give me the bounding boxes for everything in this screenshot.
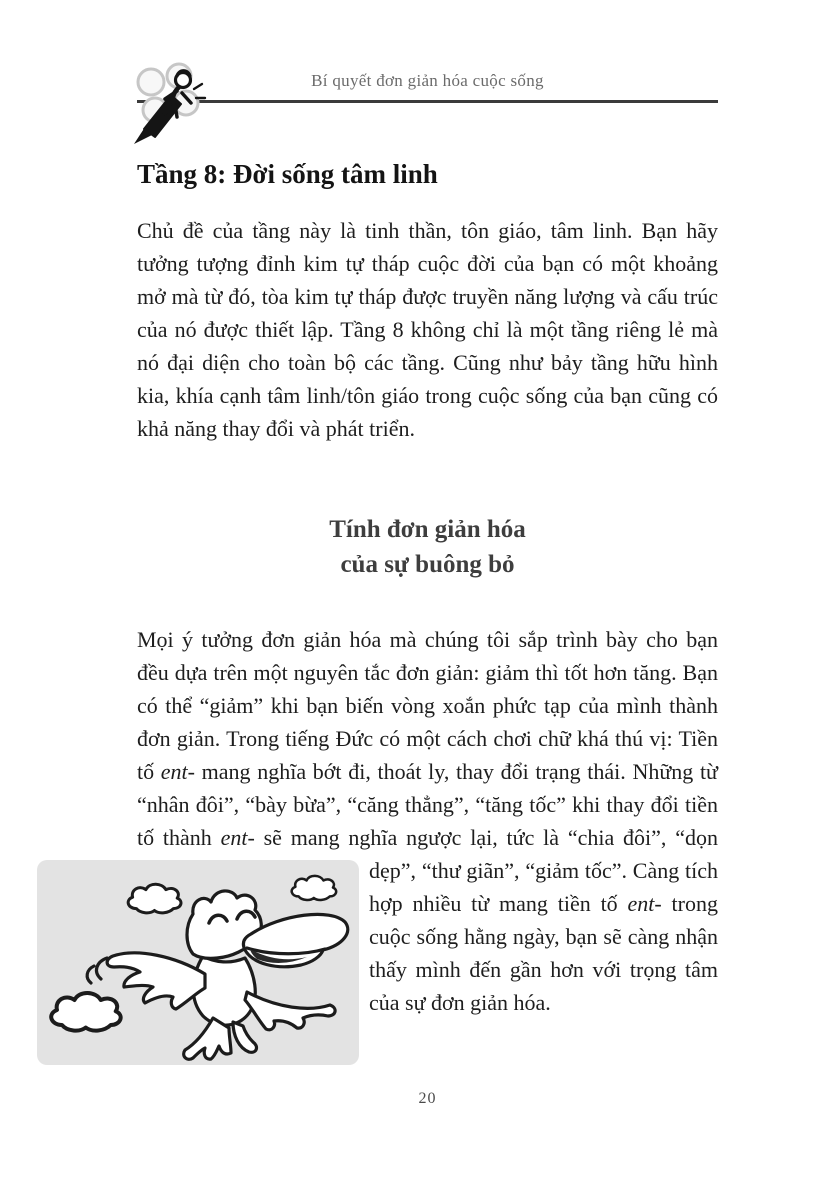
header-rule bbox=[137, 100, 718, 103]
flying-writer-icon bbox=[126, 56, 208, 150]
paragraph-2 bbox=[137, 623, 718, 1067]
cloud-icon bbox=[292, 876, 336, 900]
running-header-title: Bí quyết đơn giản hóa cuộc sống bbox=[311, 71, 544, 90]
paragraph-2-text-after: “thư giãn”, “giảm tốc”. Càng tích hợp nhiều từ mang tiền tố ent- trong cuộc sống hằng ngày, bạn sẽ càng nhận thấy mình đến gần hơn với trọng tâm của sự đơn giản hóa. bbox=[369, 858, 719, 1015]
paragraph-2-text-before: Mọi ý tưởng đơn giản hóa mà chúng tôi sắp trình bày cho bạn đều dựa trên một nguyên tắc đơn giản: giảm thì tốt hơn tăng. Bạn có thể “giảm” khi bạn biến vòng xoắn phức tạp của mình thành đơn giản. Trong tiếng Đức có một cách chơi chữ khá thú vị: Tiền tố ent- mang nghĩa bớt đi, thoát ly, thay đổi trạng thái. Những từ “nhân đôi”, “bày bừa”, “căng thẳng”, “tăng tốc” khi thay đổi tiền tố thành ent- sẽ mang nghĩa ngược lại, tức là “chia đôi”, “dọn dẹp”, bbox=[137, 627, 718, 883]
motion-lines bbox=[87, 958, 107, 983]
subheading-line-1: Tính đơn giản hóa bbox=[329, 516, 526, 543]
cloud-icon bbox=[128, 884, 181, 913]
flying-duck-illustration bbox=[37, 860, 359, 1065]
section-subheading bbox=[137, 512, 718, 582]
chapter-heading: Tầng 8: Đời sống tâm linh bbox=[137, 159, 438, 190]
paragraph-1: Chủ đề của tầng này là tinh thần, tôn giáo, tâm linh. Bạn hãy tưởng tượng đỉnh kim tự tháp cuộc đời của bạn có một khoảng mở mà từ đó, tòa kim tự tháp được truyền năng lượng và cấu trúc của nó được thiết lập. Tầng 8 không chỉ là một tầng riêng lẻ mà nó đại diện cho toàn bộ các tầng. Cũng như bảy tầng hữu hình kia, khía cạnh tâm linh/tôn giáo trong cuộc sống của bạn cũng có khả năng thay đổi và phát triển. bbox=[137, 218, 718, 441]
duck-icon bbox=[107, 891, 348, 1059]
page-number: 20 bbox=[418, 1090, 437, 1107]
cloud-icon bbox=[51, 993, 120, 1031]
subheading-line-2: của sự buông bỏ bbox=[340, 551, 515, 578]
